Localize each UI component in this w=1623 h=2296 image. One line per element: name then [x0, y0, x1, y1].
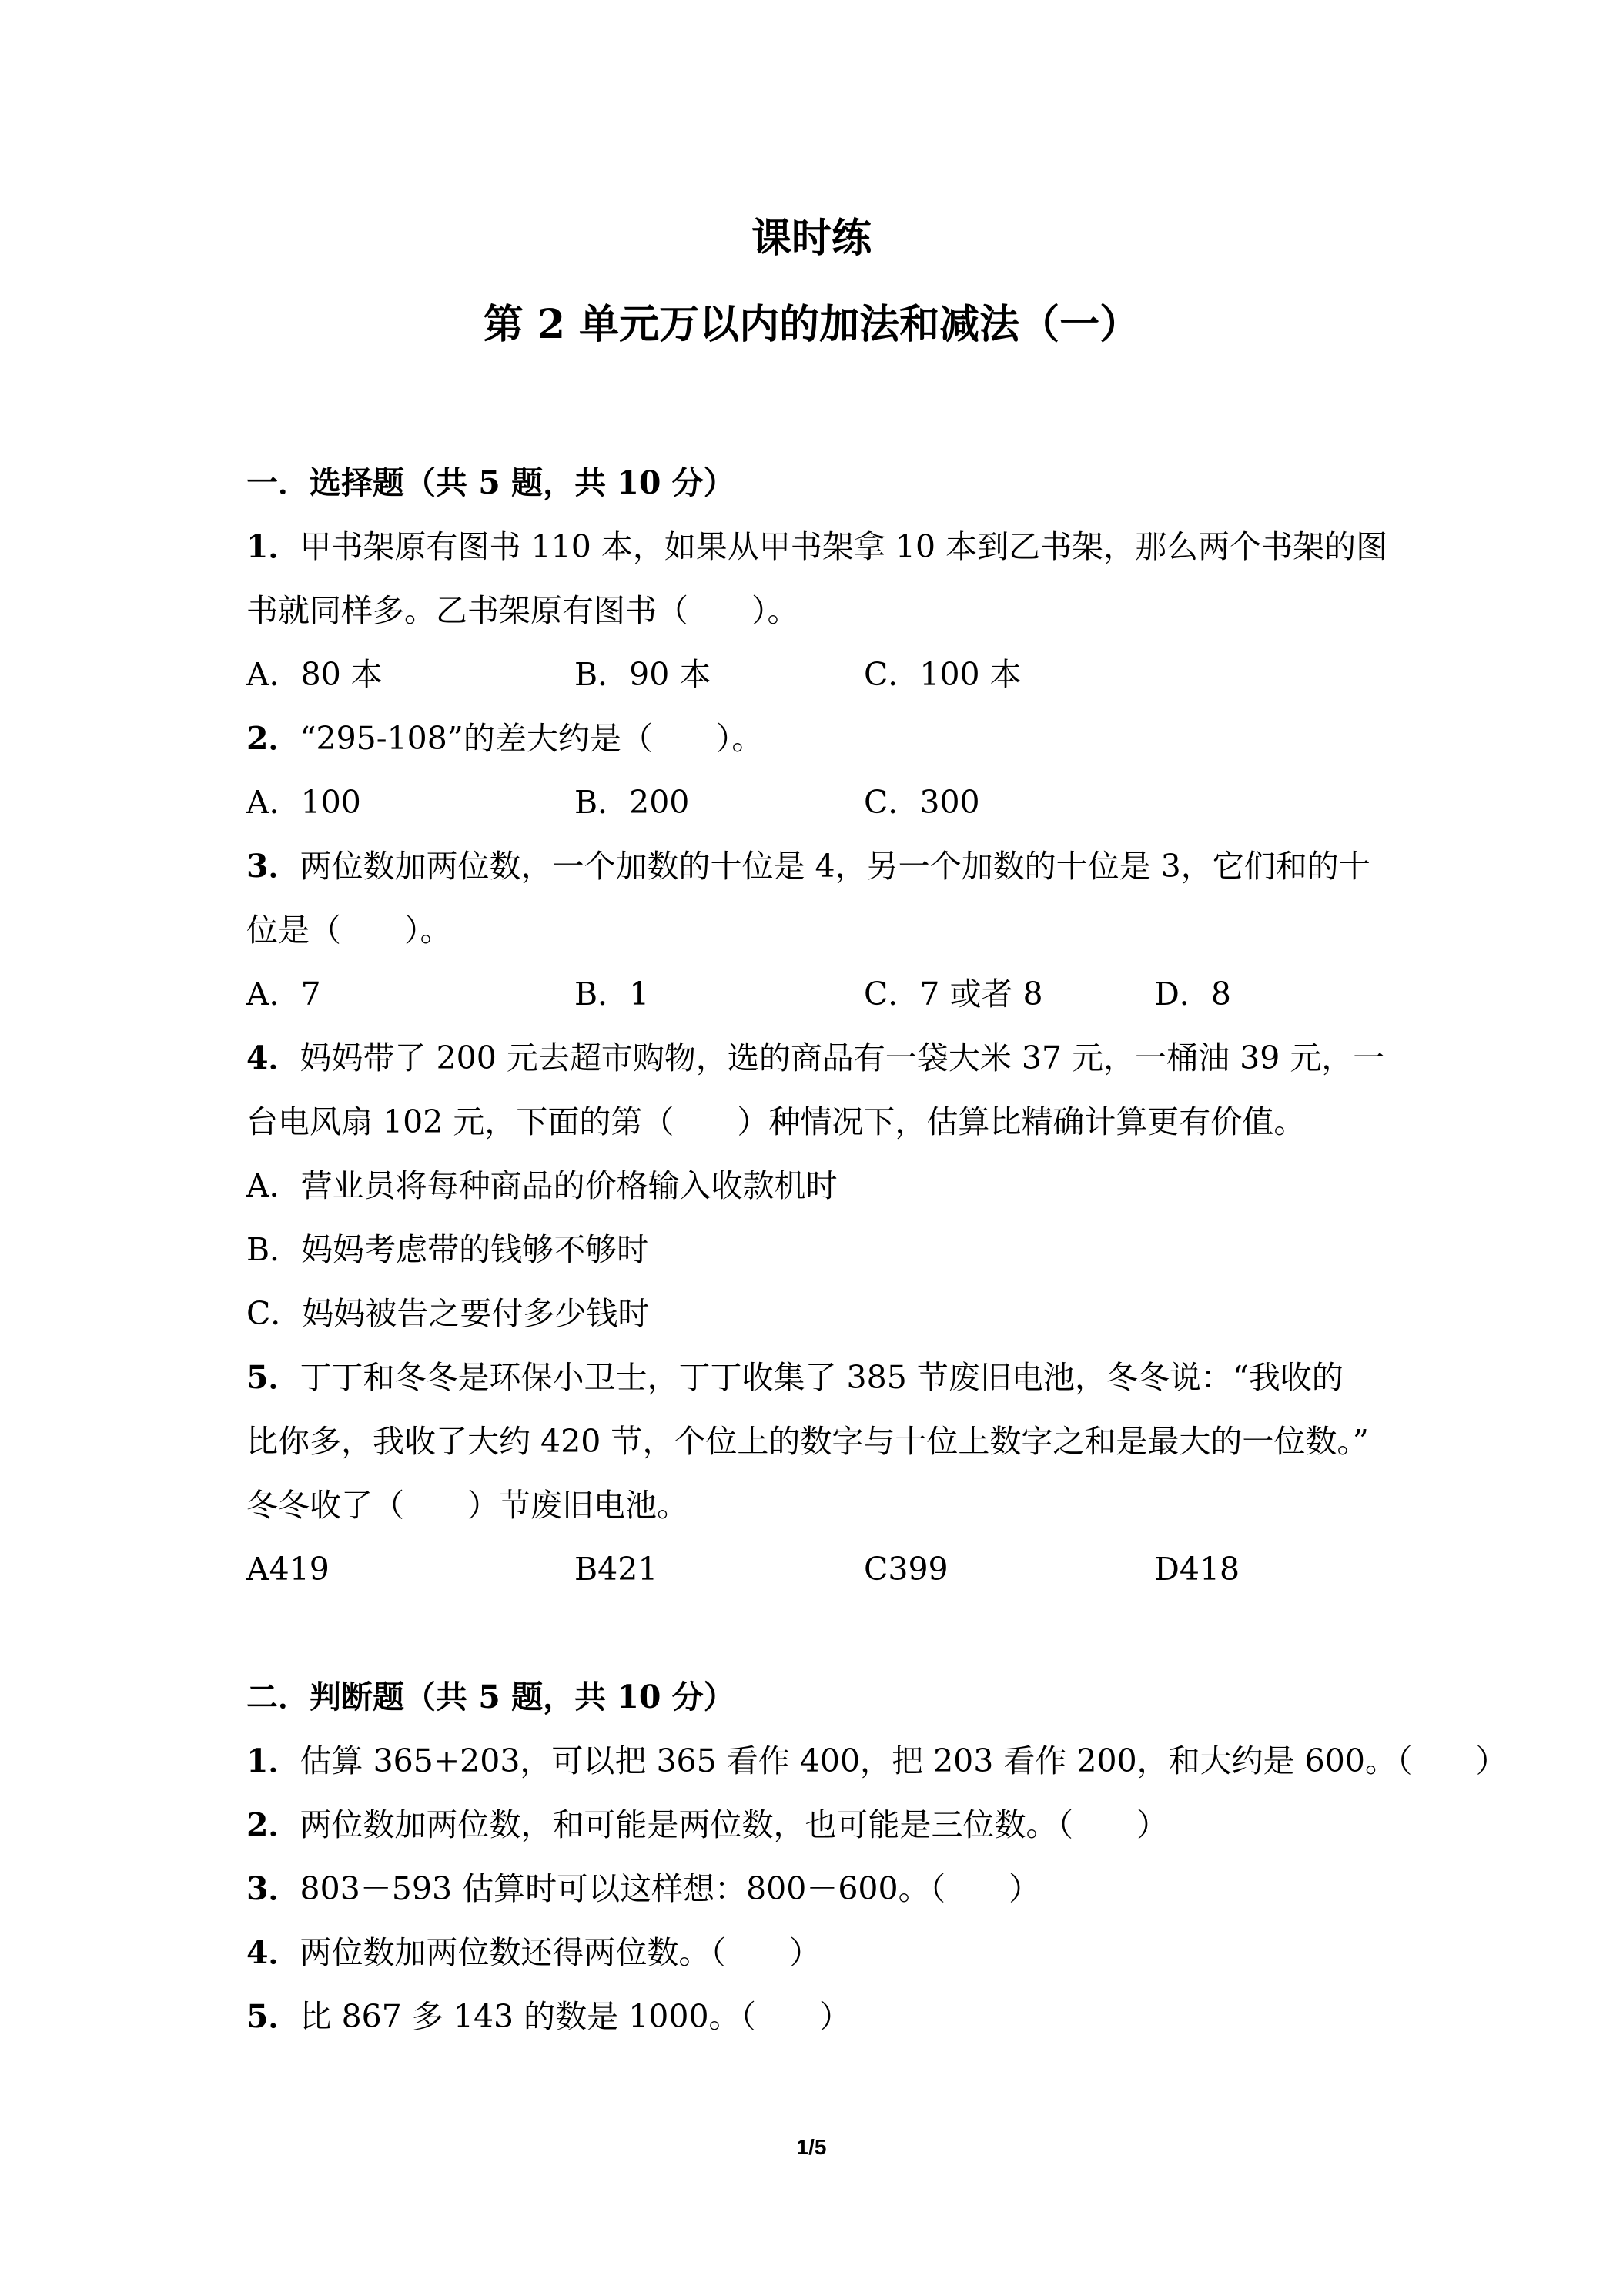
question-text: 丁丁和冬冬是环保小卫士，丁丁收集了 385 节废旧电池，冬冬说：“我收的 [300, 1359, 1344, 1396]
section-multiple-choice [246, 451, 1586, 1602]
option-a: A．100 [246, 784, 361, 821]
option-a: A．80 本 [246, 656, 383, 693]
question-number: 2． [246, 720, 300, 757]
question-text: 两位数加两位数，一个加数的十位是 4，另一个加数的十位是 3，它们和的十 [300, 848, 1370, 885]
question-number: 4． [246, 1934, 300, 1971]
worksheet-subtitle: 第 2 单元万以内的加法和减法（一） [483, 301, 1140, 348]
choice-question-5 [246, 1346, 1586, 1602]
options-row [246, 643, 1586, 707]
option-b: B．1 [574, 976, 650, 1012]
question-number: 3． [246, 848, 300, 885]
section-true-false [246, 1665, 1586, 2049]
question-number: 1． [246, 1742, 300, 1779]
options-row [246, 1538, 1586, 1602]
option-d: D．8 [1154, 976, 1231, 1012]
choice-question-1 [246, 515, 1586, 707]
question-line [246, 707, 1586, 771]
choice-question-2 [246, 707, 1586, 835]
question-line: 冬冬收了（ ）节废旧电池。 [246, 1487, 688, 1524]
question-number: 2． [246, 1806, 300, 1843]
choice-question-3 [246, 835, 1586, 1026]
option-c: C399 [864, 1551, 949, 1588]
option-b: B421 [574, 1551, 658, 1588]
page-number: 1/5 [796, 2135, 827, 2159]
option-d: D418 [1154, 1551, 1240, 1588]
question-number: 1． [246, 528, 300, 565]
question-line [246, 835, 1586, 899]
question-line [246, 515, 1586, 579]
question-text: 估算 365+203，可以把 365 看作 400，把 203 看作 200，和大约是 600。（ ） [300, 1742, 1508, 1779]
options-row [246, 771, 1586, 835]
option-c: C．300 [864, 784, 980, 821]
option-c: C．7 或者 8 [864, 976, 1043, 1012]
worksheet-title: 课时练 [751, 215, 872, 262]
judge-question-5 [246, 1985, 1586, 2049]
question-text: 两位数加两位数还得两位数。（ ） [300, 1934, 822, 1971]
judge-question-2 [246, 1793, 1586, 1857]
choice-question-4 [246, 1026, 1586, 1346]
question-line [246, 1026, 1586, 1090]
question-number: 5． [246, 1359, 300, 1396]
question-text: 803－593 估算时可以这样想：800－600。（ ） [300, 1870, 1041, 1907]
question-number: 3． [246, 1870, 300, 1907]
option-b: B．妈妈考虑带的钱够不够时 [246, 1231, 649, 1268]
question-text: 妈妈带了 200 元去超市购物，选的商品有一袋大米 37 元，一桶油 39 元，一 [300, 1039, 1385, 1076]
option-a: A419 [246, 1551, 330, 1588]
question-number: 5． [246, 1998, 300, 2035]
question-line: 台电风扇 102 元，下面的第（ ）种情况下，估算比精确计算更有价值。 [246, 1103, 1306, 1140]
judge-question-3 [246, 1857, 1586, 1921]
question-line: 书就同样多。乙书架原有图书（ ）。 [246, 592, 799, 629]
option-b: B．200 [574, 784, 690, 821]
options-row [246, 962, 1586, 1026]
question-text: 比 867 多 143 的数是 1000。（ ） [300, 1998, 852, 2035]
judge-question-4 [246, 1921, 1586, 1985]
question-number: 4． [246, 1039, 300, 1076]
section-heading: 一．选择题（共 5 题，共 10 分） [246, 464, 735, 501]
judge-question-1 [246, 1729, 1586, 1793]
section-heading: 二．判断题（共 5 题，共 10 分） [246, 1678, 735, 1715]
option-a: A．营业员将每种商品的价格输入收款机时 [246, 1167, 838, 1204]
question-text: “295-108”的差大约是（ ）。 [300, 720, 764, 757]
option-a: A．7 [246, 976, 321, 1012]
question-line: 比你多，我收了大约 420 节，个位上的数字与十位上数字之和是最大的一位数。” [246, 1423, 1369, 1460]
question-text: 甲书架原有图书 110 本，如果从甲书架拿 10 本到乙书架，那么两个书架的图 [300, 528, 1388, 565]
option-c: C．100 本 [864, 656, 1022, 693]
option-c: C．妈妈被告之要付多少钱时 [246, 1295, 650, 1332]
option-b: B．90 本 [574, 656, 711, 693]
question-line [246, 1346, 1586, 1410]
question-text: 两位数加两位数，和可能是两位数，也可能是三位数。（ ） [300, 1806, 1169, 1843]
worksheet-body [246, 451, 1586, 2049]
question-line: 位是（ ）。 [246, 912, 452, 949]
